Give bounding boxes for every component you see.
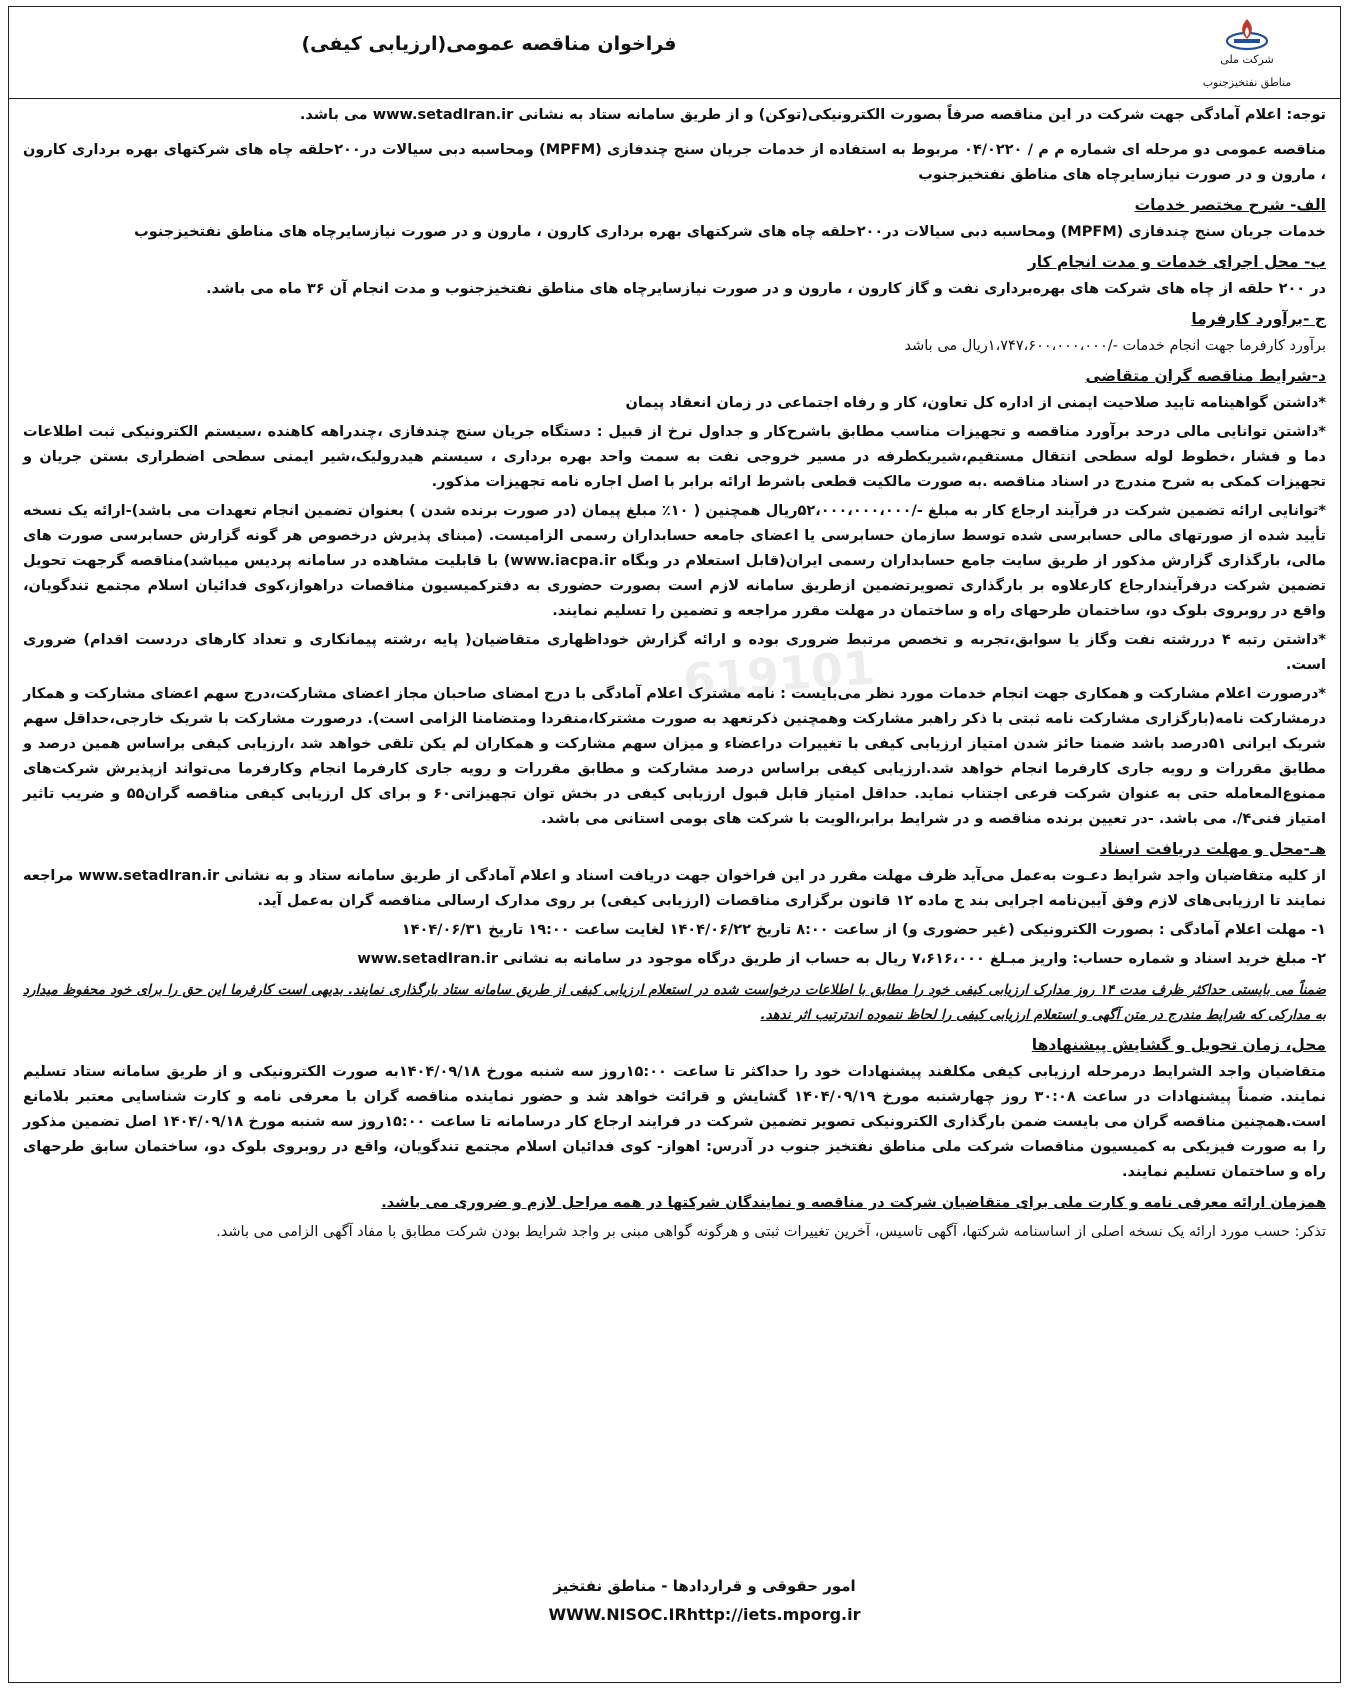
submission-heading: محل، زمان تحویل و گشایش پیشنهادها bbox=[1031, 1036, 1326, 1054]
notice-frame bbox=[8, 6, 1341, 1683]
section-dal-heading: د-شرایط مناقصه گران متقاضی bbox=[1085, 367, 1326, 385]
condition-rank: *داشتن رتبه ۴ دررشته نفت وگاز یا سوابق،تجربه و تخصص مرتبط ضروری بوده و ارائه گزارش خوداظهاری متقاضیان( پایه ،رشته پیمانکاری و تعداد کارهای دردست اقدام) ضروری است. bbox=[23, 632, 1326, 673]
section-he-heading: هـ-محل و مهلت دریافت اسناد bbox=[1099, 840, 1326, 858]
condition-partnership: *درصورت اعلام مشارکت و همکاری جهت انجام خدمات مورد نظر می‌بایست : نامه مشترک اعلام آمادگی با درج امضای صاحبان مجاز اعضای مشارکت،درج سهم اعضای مشارکت و همکار درمشارکت نامه(بارگزاری مشارکت نامه ثبتی با ذکر راهبر مشارکت وهمچنین ذکرتعهد به صورت مشترکا،منفردا ومتضامنا الزامی است). درصورت مشارکت با شریک خارجی،حداقل سهم شریک ایرانی ۵۱درصد باشد ضمنا حائز شدن امتیاز ارزیابی کیفی با تغییرات دراعضاء و میزان سهم مشارکت و همکاران لم یکن تلقی خواهد شد ،ارزیابی کیفی براساس همین درصد و مطابق مقررات و رویه جاری کارفرما انجام خواهد شد.ارزیابی کیفی براساس درصد مشارکت و مطابق مقررات و رویه جاری کارفرما انجام وکارفرما می‌تواند ازپذیرش شرکت‌های ممنوع‌المعامله حتی به عنوان شرکت فرعی اجتناب نماید. حداقل امتیاز قابل قبول ارزیابی کیفی در بخش توان تجهیزاتی۶۰ و برای کل ارزیابی کیفی مناقصه گران۵۵ و ضریب تاثیر امتیاز فنی۴/. می باشد. -در تعیین برنده مناقصه و در شرایط برابر،الویت با شرکت های بومی استانی می باشد. bbox=[23, 686, 1326, 827]
section-be-heading: ب- محل اجرای خدمات و مدت انجام کار bbox=[1027, 253, 1326, 271]
condition-financial: *داشتن توانایی مالی درحد برآورد مناقصه و تجهیزات مناسب مطابق باشرح‌کار و جداول نرخ از قبیل : دستگاه جریان سنج چندفازی ،چندراهه کاهنده ،سیستم الکترونیکی ثبت اطلاعات دما و فشار ،خطوط لوله سطحی انتقال مستقیم،شیریکطرفه در مسیر خروجی نفت به سمت واحد بهره برداری ، سیستم هیدرولیک،شیر ایمنی سطحی اضطراری بستن جریان و تجهیزات کمکی به شرح مندرج در اسناد مناقصه .به صورت مالکیت قطعی باشرط ارائه برابر با اصل اجاره نامه تجهیزات مذکور. bbox=[23, 424, 1326, 490]
footer-department: امور حقوقی و قراردادها - مناطق نفتخیز bbox=[553, 1577, 856, 1595]
document-fee: ۲- مبلغ خرید اسناد و شماره حساب: واریز مبـلغ ۷،۶۱۶،۰۰۰ ریال به حساب از طریق درگاه موجود در سامانه به نشانی www.setadIran.ir bbox=[357, 951, 1326, 967]
footer-websites: WWW.NISOC.IRhttp://iets.mporg.ir bbox=[548, 1605, 861, 1624]
page-title: فراخوان مناقصه عمومی(ارزیابی کیفی) bbox=[301, 33, 677, 55]
condition-safety-cert: *داشتن گواهینامه تایید صلاحیت ایمنی از اداره کل تعاون، کار و رفاه اجتماعی در زمان انعقاد پیمان bbox=[625, 395, 1326, 411]
id-card-notice: همزمان ارائه معرفی نامه و کارت ملی برای متقاضیان شرکت در مناقصه و نمایندگان شرکتها در همه مراحل لازم و ضروری می باشد. bbox=[381, 1195, 1326, 1211]
nisoc-flame-logo-icon bbox=[1224, 17, 1270, 51]
electronic-notice: توجه: اعلام آمادگی جهت شرکت در این مناقصه صرفاً بصورت الکترونیکی(توکن) و از طریق سامانه ستاد به نشانی www.setadIran.ir می باشد. bbox=[299, 107, 1326, 123]
section-jim-heading: ج -برآورد کارفرما bbox=[1191, 310, 1326, 328]
upload-notice: ضمناً می بایستی حداکثر ظرف مدت ۱۴ روز مدارک ارزیابی کیفی خود را مطابق با اطلاعات درخواست شده در استعلام ارزیابی کیفی از طریق سامانه ستاد بارگذاری نمایند. بدیهی است کارفرما این حق را برای خود محفوظ میدارد به مدارکی که شرایط مندرج در متن آگهی و استعلام ارزیابی کیفی را لحاظ ننموده اندترتیب اثر ندهد. bbox=[23, 982, 1326, 1023]
footer bbox=[9, 1577, 1340, 1624]
section-he-text: از کلیه متقاضیان واجد شرایط دعـوت به‌عمل می‌آید ظرف مهلت مقرر در این فراخوان جهت دریافت اسناد و اعلام آمادگی از طریق سامانه ستاد و به نشانی www.setadIran.ir مراجعه نمایند تا ارزیابی‌های لازم وفق آیین‌نامه اجرایی بند ج ماده ۱۲ قانون برگزاری مناقصات (ارزیابی کیفی) بر روی مدارک ارسالی مناقصه گران به‌عمل آید. bbox=[23, 868, 1326, 909]
tender-intro: مناقصه عمومی دو مرحله ای شماره م م / ۰۴/۰۲۲۰ مربوط به استفاده از خدمات جریان سنج چندفازی (MPFM) ومحاسبه دبی سیالات در۲۰۰حلقه چاه های شرکتهای بهره برداری کارون ، مارون و در صورت نیازسایرچاه های مناطق نفتخیزجنوب bbox=[23, 142, 1326, 183]
section-be-text: در ۲۰۰ حلقه از چاه های شرکت های بهره‌برداری نفت و گاز کارون ، مارون و در صورت نیازسایرچاه های مناطق نفتخیزجنوب و مدت انجام آن ۳۶ ماه می باشد. bbox=[206, 281, 1326, 297]
section-jim-text: برآورد کارفرما جهت انجام خدمات -/۱،۷۴۷،۶۰۰،۰۰۰،۰۰۰ریال می باشد bbox=[904, 338, 1326, 354]
header bbox=[9, 7, 1340, 99]
logo-line-2: مناطق نفتخیزجنوب bbox=[1202, 76, 1292, 89]
submission-text: متقاضیان واجد الشرایط درمرحله ارزیابی کیفی مکلفند پیشنهادات خود را حداکثر تا ساعت ۱۵:۰۰روز سه شنبه مورخ ۱۴۰۴/۰۹/۱۸به صورت الکترونیکی و از طریق سامانه ستاد تسلیم نمایند. ضمناً پیشنهادات در ساعت ۳۰:۰۸ روز چهارشنبه مورخ ۱۴۰۴/۰۹/۱۹ گشایش و قرائت خواهد شد و حضور نماینده مناقصه گران با معرفی نامه و کارت شناسایی معتبر بلامانع است.همچنین مناقصه گران می بایست ضمن بارگذاری الکترونیکی تصویر تضمین شرکت در فرایند ارجاع کار درسامانه تا ساعت ۱۵:۰۰روز سه شنبه مورخ ۱۴۰۴/۰۹/۱۸ اصل تضمین مذکور را به صورت فیزیکی به کمیسیون مناقصات شرکت ملی مناطق نفتخیز جنوب در آدرس: اهواز- کوی فدائیان اسلام مجتمع تندگویان، واقع در روبروی بلوک دو، ساختمان سابق طرحهای راه و ساختمان تسلیم نمایند. bbox=[23, 1064, 1327, 1180]
section-alef-heading: الف- شرح مختصر خدمات bbox=[1134, 196, 1326, 214]
watermark: 619101 bbox=[681, 640, 877, 708]
deadline-readiness: ۱- مهلت اعلام آمادگی : بصورت الکترونیکی (غیر حضوری و) از ساعت ۸:۰۰ تاریخ ۱۴۰۴/۰۶/۲۲ لغایت ساعت ۱۹:۰۰ تاریخ ۱۴۰۴/۰۶/۳۱ bbox=[401, 922, 1326, 938]
section-alef-text: خدمات جریان سنج چندفازی (MPFM) ومحاسبه دبی سیالات در۲۰۰حلقه چاه های شرکتهای بهره برداری کارون ، مارون و در صورت نیازسایرچاه های مناطق نفتخیزجنوب bbox=[134, 224, 1326, 240]
logo-line-1: شرکت ملی bbox=[1220, 53, 1274, 66]
company-logo bbox=[1172, 17, 1322, 89]
condition-guarantee: *توانایی ارائه تضمین شرکت در فرآیند ارجاع کار به مبلغ -/۵۲،۰۰۰،۰۰۰،۰۰۰ریال همچنین ( ۱۰٪ مبلغ پیمان (در صورت برنده شدن ) بعنوان تضمین انجام تعهدات می باشد)-ارائه یک نسخه تأیید شده از صورتهای مالی حسابرسی شده توسط سازمان حسابرسی یا اعضای جامعه حسابداران رسمی الزامیست. (مبنای پذیرش درخصوص هر گونه گزارش حسابرسی صورت های مالی، بارگذاری گزارش مذکور از طریق سایت جامع حسابداران رسمی ایران(قابل استعلام در وبگاه www.iacpa.ir) با قابلیت مشاهده در سامانه پردیس میباشد)مناقصه گرجهت تحویل تضمین شرکت درفرآیندارجاع کارعلاوه بر بارگذاری تصویرتضمین ازطریق سامانه لازم است بصورت حضوری به دفترکمیسیون مناقصات دراهواز،کوی فدائیان اسلام مجتمع تندگویان، واقع در روبروی بلوک دو، ساختمان طرحهای راه و ساختمان در مهلت مقرر مراجعه و تضمین را تسلیم نمایند. bbox=[23, 503, 1327, 619]
reminder-note: تذکر: حسب مورد ارائه یک نسخه اصلی از اساسنامه شرکتها، آگهی تاسیس، آخرین تغییرات ثبتی و هرگونه گواهی مبنی بر واجد شرایط بودن شرکت مطابق با مفاد آگهی الزامی می باشد. bbox=[216, 1224, 1326, 1240]
